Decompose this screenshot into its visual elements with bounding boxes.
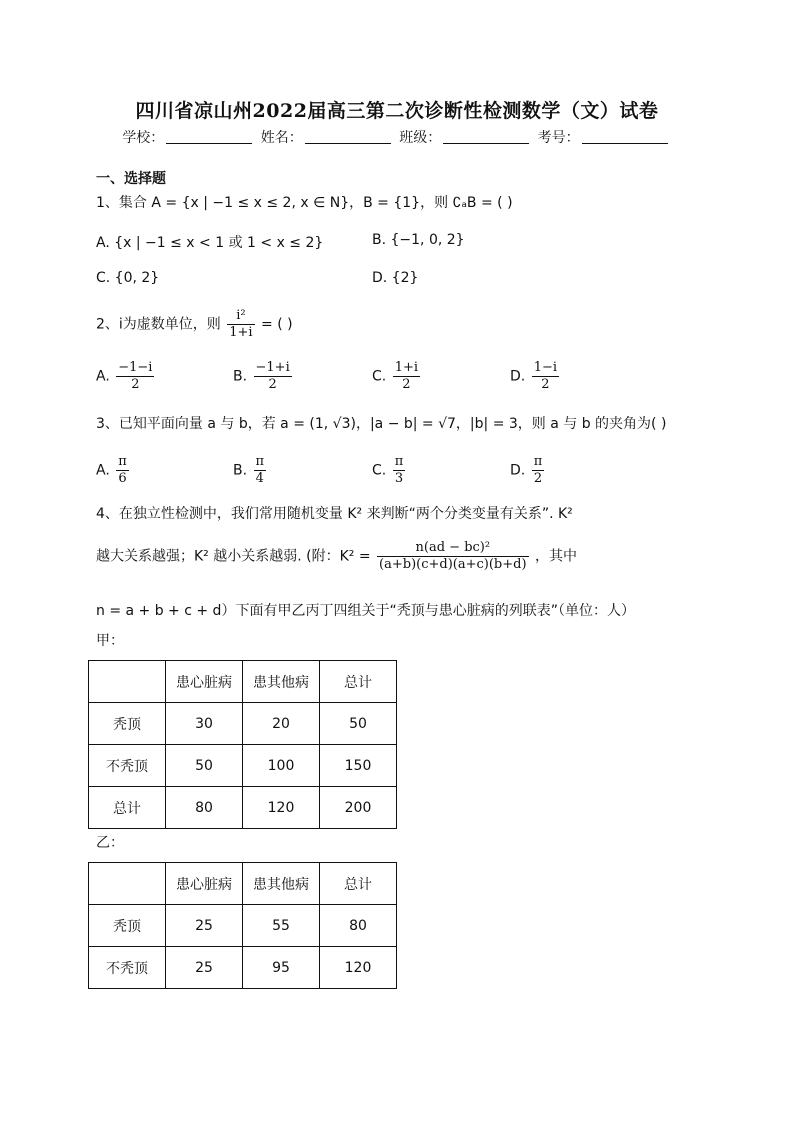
fraction-num: 1+i (394, 360, 419, 375)
table-row (89, 947, 397, 989)
option-fraction (532, 360, 559, 393)
fraction-den: 4 (255, 471, 264, 486)
number-label: 考号： (537, 130, 580, 146)
fraction-num: −1−i (118, 360, 153, 375)
option-fraction (393, 454, 406, 487)
fraction-num: 1−i (533, 360, 558, 375)
question-3-option-a (96, 454, 131, 487)
table-cell: 不秃顶 (89, 947, 166, 989)
student-info-line (0, 127, 794, 147)
table-cell: 25 (166, 905, 243, 947)
class-label: 班级： (399, 130, 442, 146)
table-yi (88, 862, 397, 989)
table-cell: 30 (166, 703, 243, 745)
option-fraction (532, 454, 545, 487)
table-cell: 100 (243, 745, 320, 787)
fraction-den: 3 (394, 471, 404, 486)
option-label: A. (96, 368, 110, 385)
table-header-cell: 患心脏病 (166, 863, 243, 905)
table-cell: 50 (320, 703, 397, 745)
question-3-stem: 3、已知平面向量 a 与 b，若 a = (1, √3)，|a − b| = √7，|b| = 3，则 a 与 b 的夹角为( ) (96, 416, 667, 432)
question-2-stem (96, 308, 293, 341)
option-fraction (116, 360, 154, 393)
question-1-stem: 1、集合 A = {x | −1 ≤ x ≤ 2, x ∈ N}，B = {1}，则 ∁ₐB = ( ) (96, 195, 513, 211)
question-1-option-d: D. {2} (372, 270, 419, 286)
table-cell: 95 (243, 947, 320, 989)
option-label: B. (233, 368, 248, 385)
table-cell: 150 (320, 745, 397, 787)
table-header-cell: 患其他病 (243, 661, 320, 703)
fraction-num: π (394, 454, 404, 469)
table-cell: 秃顶 (89, 905, 166, 947)
question-2-fraction-num: i² (227, 308, 254, 325)
table-cell: 总计 (89, 787, 166, 829)
fraction-den: 2 (533, 471, 543, 486)
fraction-num: −1+i (255, 360, 290, 375)
number-blank[interactable] (582, 129, 668, 144)
option-fraction (254, 360, 292, 393)
table-cell: 120 (320, 947, 397, 989)
table-cell: 20 (243, 703, 320, 745)
fraction-den: 2 (541, 377, 550, 392)
school-label: 学校： (122, 130, 165, 146)
formula-num: n(ad − bc)² (377, 540, 529, 557)
option-label: A. (96, 462, 110, 479)
question-1-option-c: C. {0, 2} (96, 270, 160, 286)
option-label: D. (510, 462, 526, 479)
table-jia (88, 660, 397, 829)
question-2-option-c (372, 360, 422, 393)
table-header-cell: 患心脏病 (166, 661, 243, 703)
page-title: 四川省凉山州2022届高三第二次诊断性检测数学（文）试卷 (135, 100, 659, 122)
question-2-fraction (227, 308, 254, 341)
table-row (89, 905, 397, 947)
table-header-row (89, 661, 397, 703)
table-yi-label: 乙： (96, 835, 124, 851)
option-label: C. (372, 368, 387, 385)
table-row (89, 745, 397, 787)
fraction-den: 6 (118, 471, 127, 486)
question-3-option-b (233, 454, 268, 487)
question-3-option-d (510, 454, 546, 487)
question-4-line-3: n = a + b + c + d）下面有甲乙丙丁四组关于“秃顶与患心脏病的列联表”（单位：人） (96, 603, 635, 619)
table-header-cell: 总计 (320, 661, 397, 703)
fraction-num: π (255, 454, 265, 469)
name-blank[interactable] (305, 129, 391, 144)
table-cell: 50 (166, 745, 243, 787)
name-label: 姓名： (260, 130, 303, 146)
table-cell: 120 (243, 787, 320, 829)
question-4-line-2-post: ，其中 (535, 548, 577, 565)
table-cell: 秃顶 (89, 703, 166, 745)
question-2-option-d (510, 360, 561, 393)
question-4-line-2 (96, 540, 577, 573)
question-1-option-a: A. {x | −1 ≤ x < 1 或 1 < x ≤ 2} (96, 235, 324, 251)
section-heading: 一、选择题 (96, 171, 166, 187)
question-2-fraction-den: 1+i (229, 325, 253, 340)
question-3-option-c (372, 454, 407, 487)
table-header-row (89, 863, 397, 905)
table-jia-label: 甲： (96, 633, 124, 649)
fraction-num: π (533, 454, 543, 469)
table-row (89, 703, 397, 745)
question-2-option-a (96, 360, 156, 393)
option-fraction (254, 454, 267, 487)
fraction-den: 2 (402, 377, 411, 392)
option-label: C. (372, 462, 387, 479)
question-4-line-1: 4、在独立性检测中，我们常用随机变量 K² 来判断“两个分类变量有关系”. K² (96, 506, 573, 522)
question-1-option-b: B. {−1, 0, 2} (372, 232, 465, 248)
table-header-cell: 患其他病 (243, 863, 320, 905)
option-fraction (116, 454, 129, 487)
fraction-num: π (118, 454, 127, 469)
fraction-den: 2 (131, 377, 140, 392)
table-row (89, 787, 397, 829)
school-blank[interactable] (166, 129, 252, 144)
option-label: B. (233, 462, 248, 479)
table-header-cell (89, 863, 166, 905)
option-label: D. (510, 368, 526, 385)
table-header-cell: 总计 (320, 863, 397, 905)
table-cell: 80 (320, 905, 397, 947)
table-cell: 不秃顶 (89, 745, 166, 787)
question-4-line-2-pre: 越大关系越强；K² 越小关系越弱. (附：K² = (96, 548, 371, 565)
table-cell: 80 (166, 787, 243, 829)
table-cell: 200 (320, 787, 397, 829)
question-2-pre: 2、i为虚数单位，则 (96, 316, 221, 333)
table-header-cell (89, 661, 166, 703)
fraction-den: 2 (268, 377, 277, 392)
question-2-post: = ( ) (261, 316, 293, 333)
table-cell: 55 (243, 905, 320, 947)
question-4-formula-fraction (377, 540, 529, 573)
class-blank[interactable] (443, 129, 529, 144)
formula-den: (a+b)(c+d)(a+c)(b+d) (379, 557, 527, 572)
question-2-option-b (233, 360, 294, 393)
option-fraction (393, 360, 420, 393)
table-cell: 25 (166, 947, 243, 989)
